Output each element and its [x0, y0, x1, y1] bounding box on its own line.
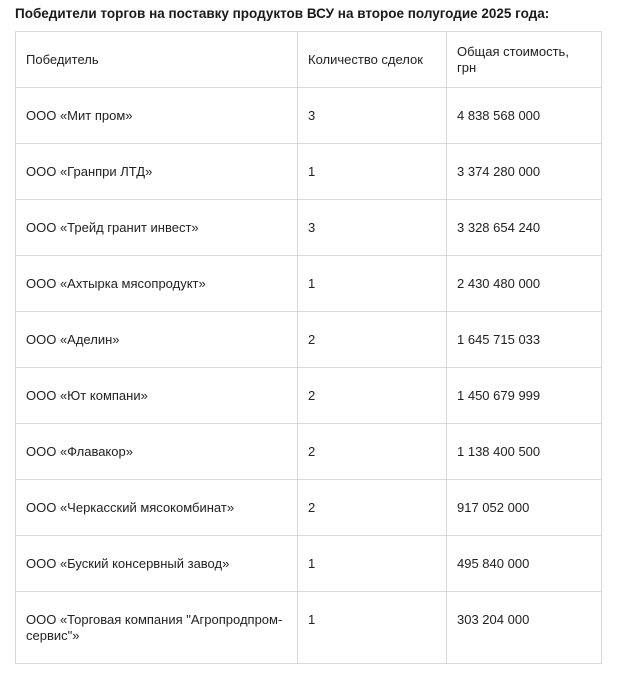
cell-winner: ООО «Мит пром»	[16, 88, 298, 144]
cell-deal-count: 2	[298, 312, 447, 368]
cell-winner: ООО «Флавакор»	[16, 424, 298, 480]
cell-winner: ООО «Черкасский мясокомбинат»	[16, 480, 298, 536]
table-row	[16, 368, 602, 424]
cell-winner: ООО «Ют компани»	[16, 368, 298, 424]
cell-deal-count: 1	[298, 592, 447, 664]
cell-deal-count: 3	[298, 200, 447, 256]
cell-total-cost: 917 052 000	[447, 480, 602, 536]
table-header-row	[16, 32, 602, 88]
cell-deal-count: 3	[298, 88, 447, 144]
cell-winner: ООО «Аделин»	[16, 312, 298, 368]
cell-deal-count: 1	[298, 144, 447, 200]
table-row	[16, 312, 602, 368]
cell-total-cost: 2 430 480 000	[447, 256, 602, 312]
header-deal-count: Количество сделок	[298, 32, 447, 88]
cell-winner: ООО «Торговая компания "Агропродпром-сервис"»	[16, 592, 298, 664]
winners-table	[15, 31, 602, 664]
cell-total-cost: 303 204 000	[447, 592, 602, 664]
cell-winner: ООО «Ахтырка мясопродукт»	[16, 256, 298, 312]
table-row	[16, 144, 602, 200]
cell-deal-count: 2	[298, 424, 447, 480]
cell-total-cost: 3 328 654 240	[447, 200, 602, 256]
cell-total-cost: 1 450 679 999	[447, 368, 602, 424]
cell-total-cost: 1 645 715 033	[447, 312, 602, 368]
table-row	[16, 592, 602, 664]
cell-total-cost: 1 138 400 500	[447, 424, 602, 480]
cell-total-cost: 495 840 000	[447, 536, 602, 592]
cell-deal-count: 1	[298, 256, 447, 312]
cell-winner: ООО «Трейд гранит инвест»	[16, 200, 298, 256]
table-row	[16, 88, 602, 144]
cell-total-cost: 3 374 280 000	[447, 144, 602, 200]
table-row	[16, 256, 602, 312]
table-row	[16, 536, 602, 592]
cell-winner: ООО «Гранпри ЛТД»	[16, 144, 298, 200]
cell-deal-count: 2	[298, 480, 447, 536]
cell-deal-count: 2	[298, 368, 447, 424]
table-row	[16, 200, 602, 256]
cell-winner: ООО «Буский консервный завод»	[16, 536, 298, 592]
cell-total-cost: 4 838 568 000	[447, 88, 602, 144]
table-caption: Победители торгов на поставку продуктов ВСУ на второе полугодие 2025 года:	[15, 6, 550, 21]
header-winner: Победитель	[16, 32, 298, 88]
header-total-cost: Общая стоимость, грн	[447, 32, 602, 88]
table-row	[16, 480, 602, 536]
cell-deal-count: 1	[298, 536, 447, 592]
table-row	[16, 424, 602, 480]
